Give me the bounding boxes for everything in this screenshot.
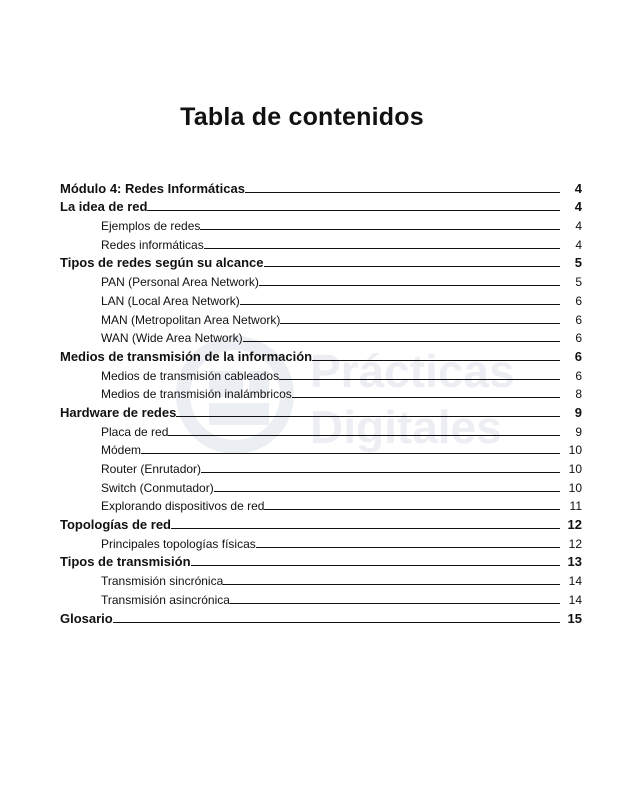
toc-entry-label: Principales topologías físicas [101,536,256,551]
toc-entry-label: La idea de red [60,199,148,215]
toc-page-number: 6 [575,331,582,346]
toc-leader-line [141,453,560,454]
toc-subsection-entry[interactable] [60,495,582,514]
toc-page-number: 6 [575,293,582,308]
toc-subsection-entry[interactable] [60,214,582,233]
toc-page-number: 6 [574,348,582,364]
toc-leader-line [240,304,560,305]
toc-leader-line [312,360,560,361]
toc-page-number: 9 [574,404,582,420]
toc-page-number: 6 [575,368,582,383]
toc-leader-line [168,435,560,436]
toc-page-number: 4 [574,180,582,196]
page-title: Tabla de contenidos [180,102,424,131]
toc-leader-line [204,248,560,249]
toc-section-entry[interactable] [60,177,582,196]
toc-leader-line [264,509,560,510]
toc-subsection-entry[interactable] [60,233,582,252]
toc-page-number: 10 [568,443,582,458]
watermark-line2: Digitales [310,401,502,453]
toc-section-entry[interactable] [60,401,582,420]
toc-leader-line [292,397,560,398]
toc-entry-label: WAN (Wide Area Network) [101,331,243,346]
toc-subsection-entry[interactable] [60,420,582,439]
toc-page-number: 8 [575,387,582,402]
toc-section-entry[interactable] [60,345,582,364]
toc-entry-label: Módem [101,443,142,458]
toc-page-number: 15 [567,610,582,626]
toc-section-entry[interactable] [60,513,582,532]
toc-subsection-entry[interactable] [60,383,582,402]
toc-leader-line [259,285,560,286]
toc-entry-label: Explorando dispositivos de red [101,499,265,514]
toc-subsection-entry[interactable] [60,439,582,458]
toc-page-number: 4 [575,219,582,234]
toc-section-entry[interactable] [60,551,582,570]
toc-subsection-entry[interactable] [60,327,582,346]
toc-leader-line [243,341,560,342]
toc-leader-line [200,229,560,230]
toc-leader-line [113,622,560,623]
toc-subsection-entry[interactable] [60,308,582,327]
toc-entry-label: PAN (Personal Area Network) [101,275,259,290]
toc-entry-label: Redes informáticas [101,237,204,252]
toc-page-number: 4 [574,199,582,215]
toc-leader-line [171,528,560,529]
toc-leader-line [256,547,560,548]
toc-leader-line [201,472,560,473]
toc-page-number: 13 [567,554,582,570]
toc-page-number: 12 [568,536,582,551]
toc-entry-label: Transmisión sincrónica [101,574,224,589]
toc-subsection-entry[interactable] [60,569,582,588]
toc-page-number: 5 [574,255,582,271]
toc-entry-label: Glosario [60,610,113,626]
toc-subsection-entry[interactable] [60,364,582,383]
toc-entry-label: Medios de transmisión cableados [101,368,280,383]
toc-leader-line [279,379,560,380]
toc-entry-label: MAN (Metropolitan Area Network) [101,312,281,327]
toc-page-number: 11 [569,499,582,514]
toc-section-entry[interactable] [60,252,582,271]
toc-page-number: 14 [568,574,582,589]
toc-section-entry[interactable] [60,196,582,215]
toc-entry-label: Placa de red [101,424,169,439]
toc-entry-label: Tipos de redes según su alcance [60,255,264,271]
toc-leader-line [147,210,560,211]
toc-page-number: 14 [568,592,582,607]
toc-leader-line [245,192,560,193]
toc-entry-label: Switch (Conmutador) [101,480,214,495]
toc-subsection-entry[interactable] [60,457,582,476]
toc-entry-label: Transmisión asincrónica [101,592,230,607]
toc-leader-line [176,416,560,417]
toc-subsection-entry[interactable] [60,270,582,289]
toc-leader-line [280,323,560,324]
toc-page-number: 6 [575,312,582,327]
toc-entry-label: LAN (Local Area Network) [101,293,240,308]
toc-section-entry[interactable] [60,607,582,626]
table-of-contents [60,177,582,626]
toc-page-number: 10 [568,462,582,476]
toc-page-number: 9 [575,424,582,439]
toc-leader-line [230,603,560,604]
toc-entry-label: Medios de transmisión inalámbricos [101,387,292,402]
toc-entry-label: Medios de transmisión de la información [60,348,313,364]
toc-leader-line [264,266,560,267]
toc-entry-label: Hardware de redes [60,404,177,420]
toc-entry-label: Router (Enrutador) [101,462,202,476]
toc-page-number: 4 [575,237,582,252]
toc-subsection-entry[interactable] [60,289,582,308]
toc-page-number: 5 [575,275,582,290]
toc-page-number: 12 [567,517,582,533]
toc-leader-line [191,565,560,566]
toc-entry-label: Tipos de transmisión [60,554,191,570]
toc-subsection-entry[interactable] [60,476,582,495]
toc-page-number: 10 [568,480,582,495]
watermark-line1: Prácticas [310,345,515,397]
toc-subsection-entry[interactable] [60,588,582,607]
toc-leader-line [223,584,560,585]
toc-leader-line [214,491,560,492]
toc-subsection-entry[interactable] [60,532,582,551]
toc-entry-label: Topologías de red [60,517,171,533]
toc-entry-label: Módulo 4: Redes Informáticas [60,180,245,196]
toc-entry-label: Ejemplos de redes [101,219,201,234]
